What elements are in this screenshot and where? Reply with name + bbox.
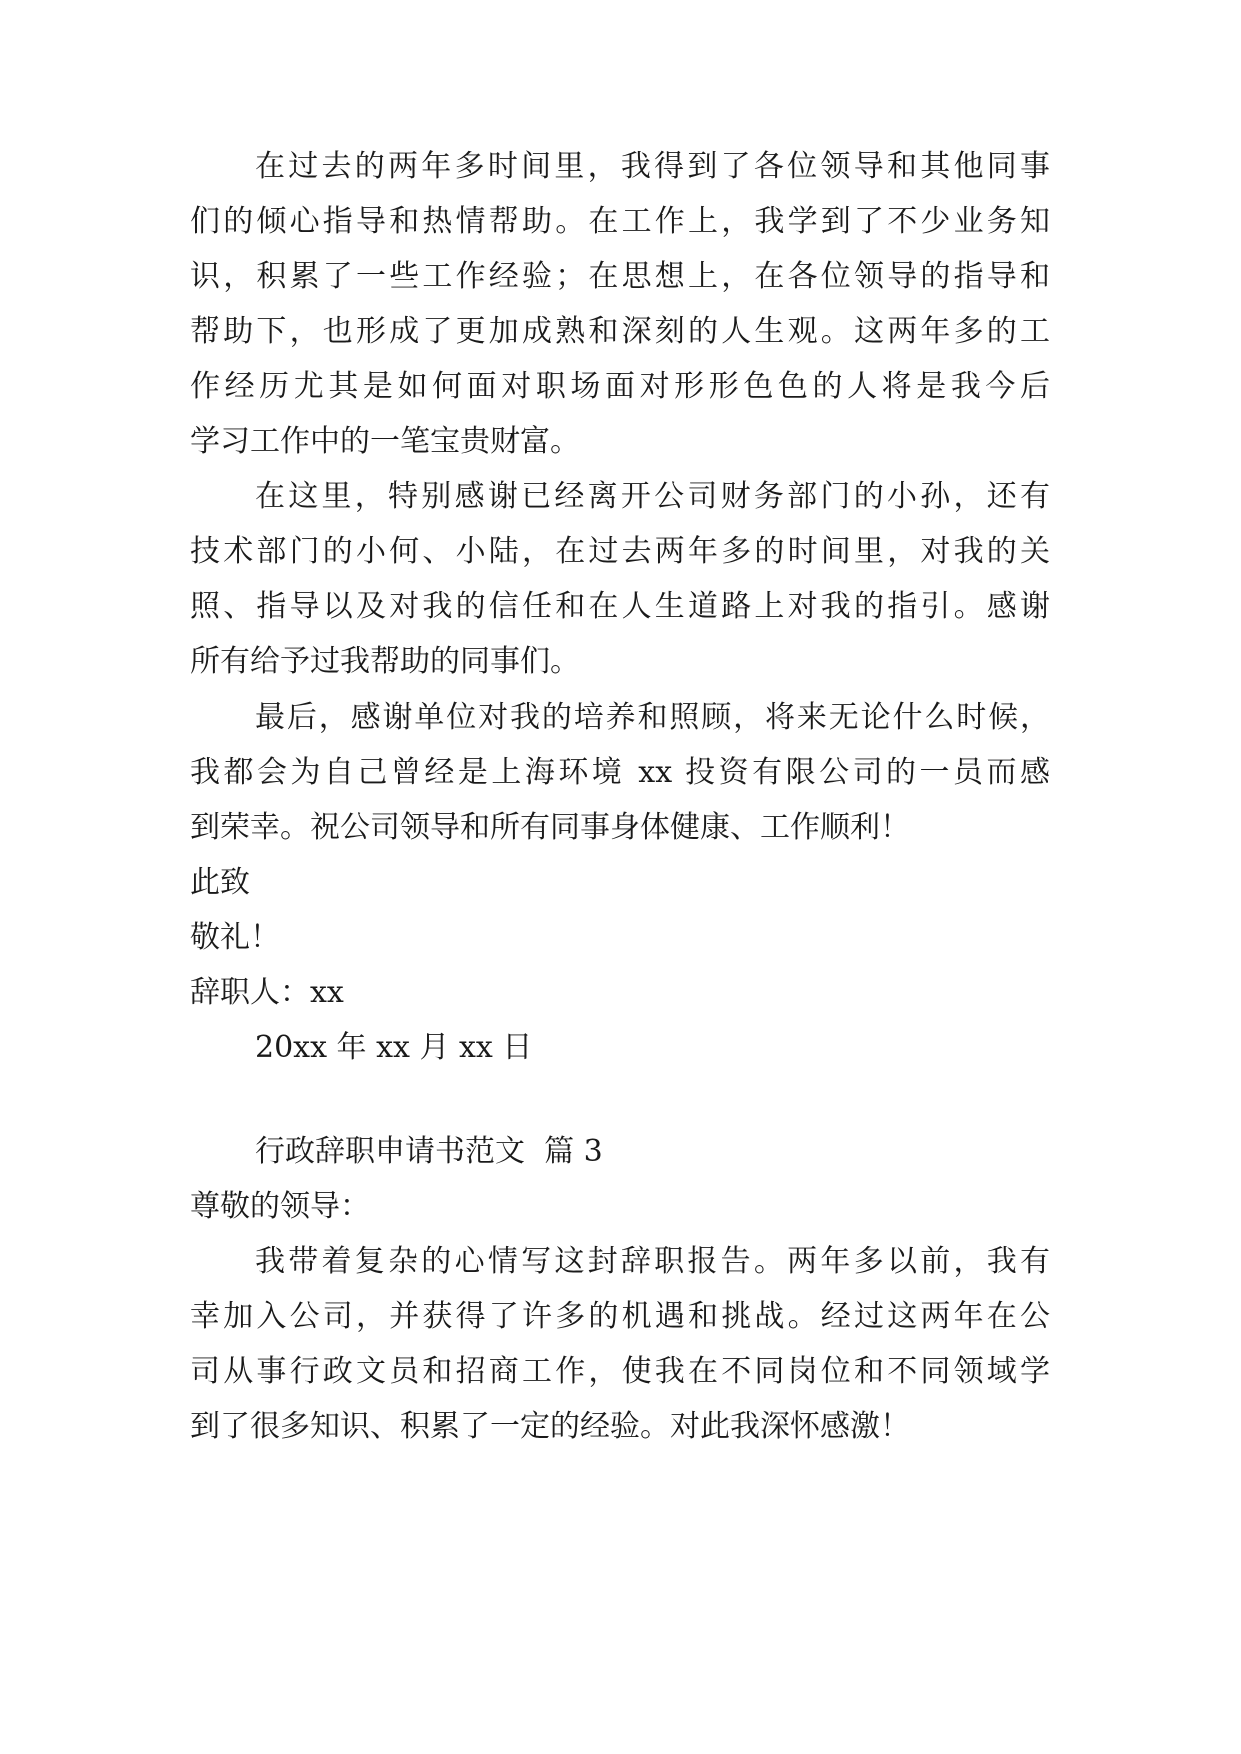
paragraph-line: 最后，感谢单位对我的培养和照顾，将来无论什么时候， <box>255 700 1050 735</box>
paragraph-line: 到了很多知识、积累了一定的经验。对此我深怀感激！ <box>190 1409 910 1444</box>
paragraph-line: 照、指导以及对我的信任和在人生道路上对我的指引。感谢 <box>190 589 1050 624</box>
paragraph-line: 在过去的两年多时间里，我得到了各位领导和其他同事 <box>255 149 1050 184</box>
paragraph-line: 学习工作中的一笔宝贵财富。 <box>190 424 580 459</box>
greeting: 尊敬的领导： <box>190 1189 370 1224</box>
paragraph-line: 识，积累了一些工作经验；在思想上，在各位领导的指导和 <box>190 259 1050 294</box>
paragraph-line: 帮助下，也形成了更加成熟和深刻的人生观。这两年多的工 <box>190 314 1050 349</box>
closing-salute: 此致 <box>190 865 250 900</box>
section-title: 行政辞职申请书范文 篇 3 <box>255 1134 603 1169</box>
paragraph-line: 司从事行政文员和招商工作，使我在不同岗位和不同领域学 <box>190 1354 1050 1389</box>
paragraph-line: 作经历尤其是如何面对职场面对形形色色的人将是我今后 <box>190 369 1050 404</box>
paragraph-line: 在这里，特别感谢已经离开公司财务部门的小孙，还有 <box>255 479 1050 514</box>
paragraph-line: 我带着复杂的心情写这封辞职报告。两年多以前，我有 <box>255 1244 1050 1279</box>
signature-date: 20xx 年 xx 月 xx 日 <box>255 1030 533 1065</box>
signer-name: 辞职人：xx <box>190 975 344 1010</box>
paragraph-line: 技术部门的小何、小陆，在过去两年多的时间里，对我的关 <box>190 534 1050 569</box>
paragraph-line: 们的倾心指导和热情帮助。在工作上，我学到了不少业务知 <box>190 204 1050 239</box>
closing-salute: 敬礼！ <box>190 920 280 955</box>
paragraph-line: 到荣幸。祝公司领导和所有同事身体健康、工作顺利！ <box>190 810 910 845</box>
paragraph-line: 所有给予过我帮助的同事们。 <box>190 644 580 679</box>
paragraph-line: 我都会为自己曾经是上海环境 xx 投资有限公司的一员而感 <box>190 755 1050 790</box>
paragraph-line: 幸加入公司，并获得了许多的机遇和挑战。经过这两年在公 <box>190 1299 1050 1334</box>
